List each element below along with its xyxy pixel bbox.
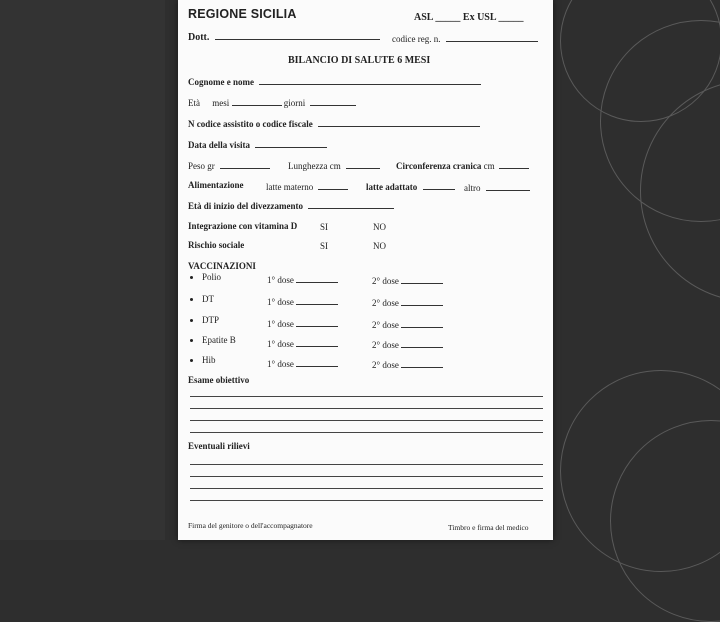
dose1-line <box>296 318 338 327</box>
vaccine-dose2 <box>372 297 443 309</box>
vaccine-bullet <box>190 276 193 279</box>
visit-date-label: Data della visita <box>188 140 250 150</box>
vaccine-name: DT <box>202 294 214 304</box>
vaccine-dose1 <box>267 296 338 308</box>
name-label: Cognome e nome <box>188 77 254 87</box>
vitd-yes: SI <box>320 222 329 232</box>
dose2-label: 2° dose <box>372 298 399 308</box>
social-risk-no: NO <box>373 241 386 251</box>
months-line <box>232 97 282 106</box>
length-label: Lunghezza cm <box>288 161 341 171</box>
dose1-line <box>296 358 338 367</box>
dose1-line <box>296 338 338 347</box>
region-title: REGIONE SICILIA <box>188 7 297 21</box>
dose1-label: 1° dose <box>267 297 294 307</box>
vaccine-bullet <box>190 339 193 342</box>
social-risk-yes: SI <box>320 241 329 251</box>
months-label: mesi <box>212 98 230 108</box>
findings-line <box>190 488 543 489</box>
weight-label: Peso gr <box>188 161 215 171</box>
vaccine-bullet <box>190 319 193 322</box>
exam-line <box>190 408 543 409</box>
vitd-no: NO <box>373 222 386 232</box>
asl-label: ASL _____ Ex USL _____ <box>414 12 524 23</box>
length-field <box>288 160 380 172</box>
social-risk-label: Rischio sociale <box>188 240 245 250</box>
dose2-label: 2° dose <box>372 276 399 286</box>
code-line <box>446 33 538 42</box>
dose1-label: 1° dose <box>267 359 294 369</box>
vaccine-name: DTP <box>202 315 220 325</box>
days-line <box>310 97 356 106</box>
dose1-label: 1° dose <box>267 275 294 285</box>
visit-date-field <box>188 139 327 151</box>
formula-field <box>366 181 455 193</box>
age-label: Età <box>188 98 200 108</box>
name-field <box>188 76 481 88</box>
health-form-page <box>178 0 553 540</box>
vitd-label: Integrazione con vitamina D <box>188 221 298 231</box>
exam-line <box>190 396 543 397</box>
vaccine-name: Polio <box>202 272 222 282</box>
doctor-line <box>215 31 380 40</box>
findings-line <box>190 476 543 477</box>
vaccinations-title: VACCINAZIONI <box>188 261 256 271</box>
dose2-line <box>401 275 443 284</box>
dose1-line <box>296 274 338 283</box>
parent-signature-label: Firma del genitore o dell'accompagnatore <box>188 521 313 530</box>
vaccine-bullet <box>190 359 193 362</box>
head-circ-label: Circonferenza cranica <box>396 161 482 171</box>
weaning-line <box>308 200 394 209</box>
form-title: BILANCIO DI SALUTE 6 MESI <box>288 55 431 66</box>
weaning-field <box>188 200 394 212</box>
age-field <box>188 97 356 109</box>
other-label: altro <box>464 183 481 193</box>
name-line <box>259 76 481 85</box>
formula-line <box>423 181 455 190</box>
weight-field <box>188 160 270 172</box>
vaccine-dose2 <box>372 319 443 331</box>
feeding-label: Alimentazione <box>188 180 244 190</box>
breast-milk-field <box>266 181 348 193</box>
doctor-signature-label: Timbro e firma del medico <box>448 523 529 532</box>
other-line <box>486 182 530 191</box>
breast-milk-line <box>318 181 348 190</box>
dose2-label: 2° dose <box>372 320 399 330</box>
dose1-label: 1° dose <box>267 319 294 329</box>
exam-label: Esame obiettivo <box>188 375 250 385</box>
dose2-label: 2° dose <box>372 340 399 350</box>
vaccine-dose2 <box>372 359 443 371</box>
head-circ-field <box>396 160 529 172</box>
exam-line <box>190 420 543 421</box>
vaccine-name: Hib <box>202 355 216 365</box>
head-circ-unit: cm <box>483 161 495 171</box>
vaccine-dose2 <box>372 339 443 351</box>
assist-code-line <box>318 118 480 127</box>
dose2-line <box>401 319 443 328</box>
other-field <box>464 182 530 194</box>
dose2-line <box>401 359 443 368</box>
exam-line <box>190 432 543 433</box>
vaccine-name: Epatite B <box>202 335 236 345</box>
days-label: giorni <box>283 98 306 108</box>
length-line <box>346 160 380 169</box>
dose1-line <box>296 296 338 305</box>
vaccine-dose1 <box>267 358 338 370</box>
findings-line <box>190 500 543 501</box>
vaccine-dose1 <box>267 338 338 350</box>
breast-milk-label: latte materno <box>266 182 314 192</box>
code-label-text: codice reg. n. <box>392 34 441 44</box>
dose1-label: 1° dose <box>267 339 294 349</box>
doctor-label <box>188 31 380 43</box>
formula-label: latte adattato <box>366 182 418 192</box>
code-label <box>392 33 538 45</box>
weaning-label: Età di inizio del divezzamento <box>188 201 303 211</box>
visit-date-line <box>255 139 327 148</box>
findings-label: Eventuali rilievi <box>188 441 250 451</box>
vaccine-dose1 <box>267 274 338 286</box>
assist-code-label: N codice assistito o codice fiscale <box>188 119 313 129</box>
background-panel-left <box>0 0 165 540</box>
findings-line <box>190 464 543 465</box>
dose2-label: 2° dose <box>372 360 399 370</box>
vaccine-dose1 <box>267 318 338 330</box>
vaccine-dose2 <box>372 275 443 287</box>
dose2-line <box>401 297 443 306</box>
head-circ-line <box>499 160 529 169</box>
vaccine-bullet <box>190 298 193 301</box>
weight-line <box>220 160 270 169</box>
dose2-line <box>401 339 443 348</box>
doctor-label-text: Dott. <box>188 32 210 43</box>
assist-code-field <box>188 118 480 130</box>
